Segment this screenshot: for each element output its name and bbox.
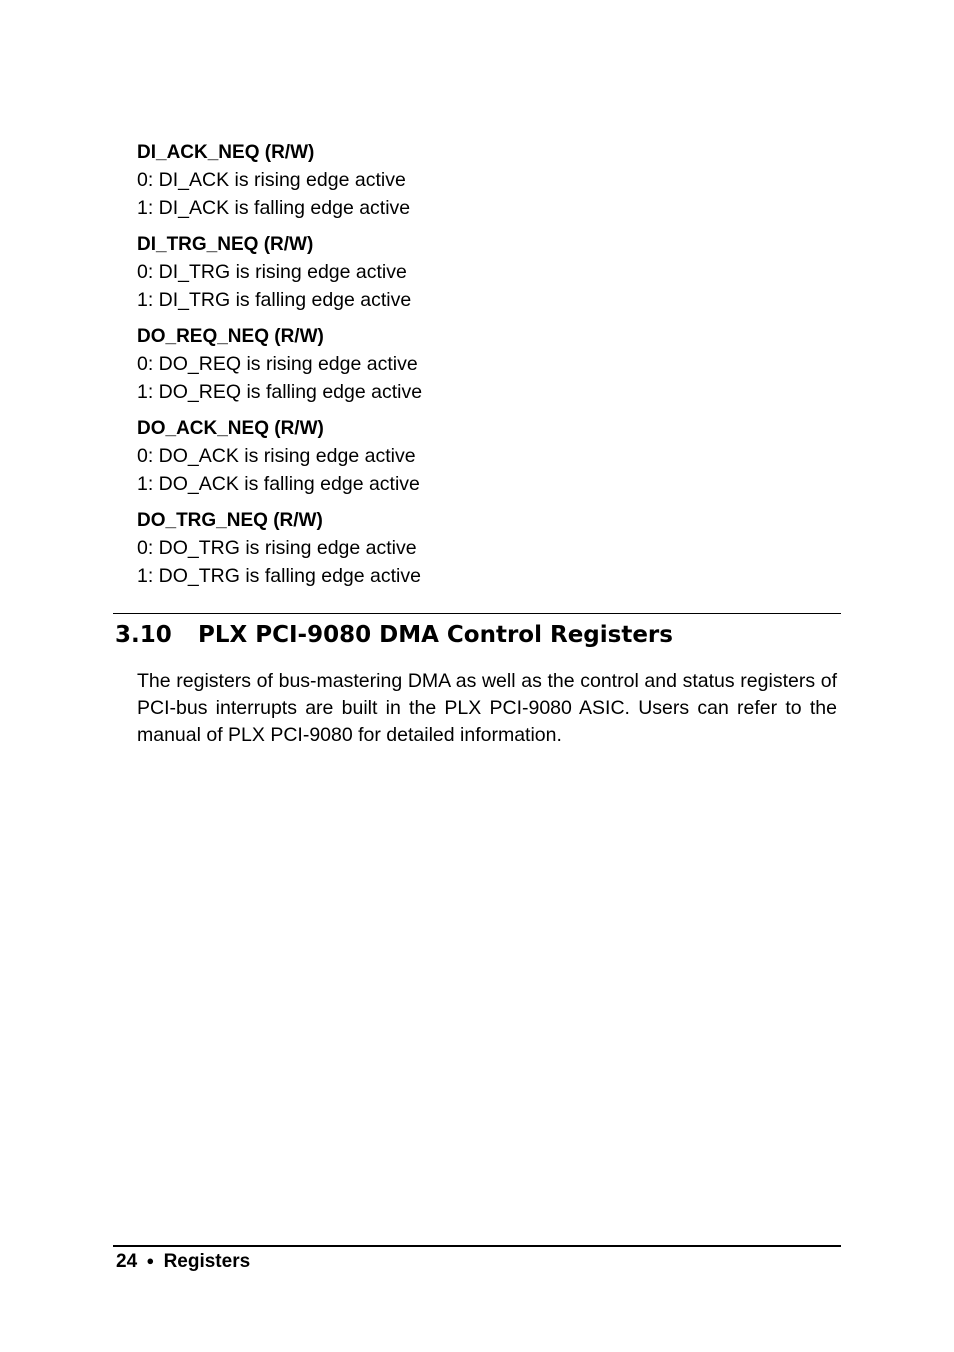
section-number: 3.10 [115, 622, 172, 648]
section-divider [113, 613, 841, 614]
register-title: DO_ACK_NEQ (R/W) [137, 418, 324, 439]
page-number: 24 [116, 1251, 138, 1272]
register-list [137, 139, 837, 599]
register-value-line: 1: DI_TRG is falling edge active [137, 288, 412, 311]
register-value-line: 0: DI_TRG is rising edge active [137, 261, 407, 283]
register-value-line: 0: DO_TRG is rising edge active [137, 537, 417, 559]
register-title: DO_TRG_NEQ (R/W) [137, 510, 323, 531]
register-value-line: 1: DI_ACK is falling edge active [137, 196, 411, 219]
footer-chapter-label: Registers [163, 1251, 251, 1272]
section-body-paragraph: The registers of bus-mastering DMA as well as the control and status registers of PCI-bus interrupts are built in the PLX PCI-9080 ASIC. Users can refer to the manual of PLX PCI-9080 for detailed information. [137, 670, 837, 746]
register-value-line: 1: DO_REQ is falling edge active [137, 380, 423, 403]
register-entry [137, 139, 837, 222]
register-entry [137, 231, 837, 314]
register-value-line: 0: DI_ACK is rising edge active [137, 169, 406, 191]
register-entry [137, 507, 837, 590]
register-value-line: 1: DO_TRG is falling edge active [137, 564, 421, 587]
register-title: DI_TRG_NEQ (R/W) [137, 234, 314, 255]
register-value-line: 0: DO_REQ is rising edge active [137, 353, 418, 375]
register-value-line: 0: DO_ACK is rising edge active [137, 445, 416, 467]
register-title: DI_ACK_NEQ (R/W) [137, 142, 315, 163]
section-title: PLX PCI-9080 DMA Control Registers [198, 622, 673, 648]
footer-divider [113, 1245, 841, 1247]
section-heading [115, 619, 841, 651]
register-entry [137, 415, 837, 498]
bullet-icon: ● [146, 1253, 155, 1268]
page-footer [116, 1250, 250, 1275]
register-entry [137, 323, 837, 406]
register-title: DO_REQ_NEQ (R/W) [137, 326, 324, 347]
register-value-line: 1: DO_ACK is falling edge active [137, 472, 420, 495]
